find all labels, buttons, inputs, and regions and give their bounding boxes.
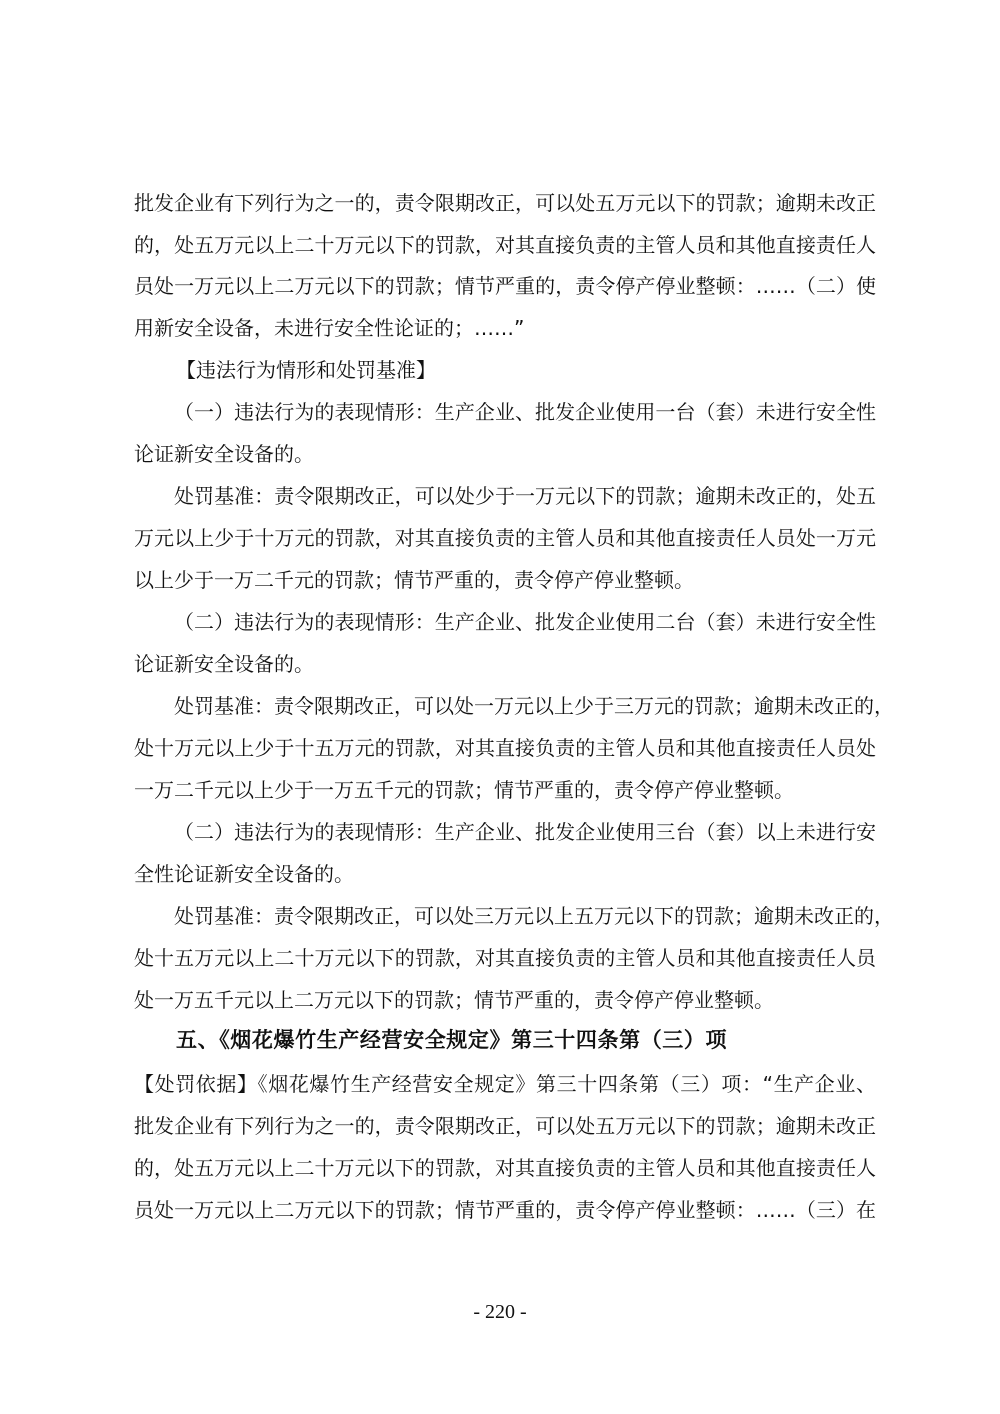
body-line: 批发企业有下列行为之一的，责令限期改正，可以处五万元以下的罚款；逾期未改正 bbox=[134, 191, 876, 215]
body-line: 员处一万元以上二万元以下的罚款；情节严重的，责令停产停业整顿：……（二）使 bbox=[134, 274, 876, 298]
body-line: 论证新安全设备的。 bbox=[134, 652, 314, 676]
section-heading: 五、《烟花爆竹生产经营安全规定》第三十四条第（三）项 bbox=[176, 1027, 728, 1052]
body-line: 的，处五万元以上二十万元以下的罚款，对其直接负责的主管人员和其他直接责任人 bbox=[134, 233, 876, 257]
body-line: 处罚基准：责令限期改正，可以处三万元以上五万元以下的罚款；逾期未改正的， bbox=[174, 904, 894, 928]
body-line: 处罚基准：责令限期改正，可以处少于一万元以下的罚款；逾期未改正的，处五 bbox=[174, 484, 876, 508]
body-line: 以上少于一万二千元的罚款；情节严重的，责令停产停业整顿。 bbox=[134, 568, 694, 592]
body-line: （一）违法行为的表现情形：生产企业、批发企业使用一台（套）未进行安全性 bbox=[174, 400, 876, 424]
body-line: 全性论证新安全设备的。 bbox=[134, 862, 354, 886]
body-line: 处罚基准：责令限期改正，可以处一万元以上少于三万元的罚款；逾期未改正的， bbox=[174, 694, 894, 718]
body-line: （二）违法行为的表现情形：生产企业、批发企业使用二台（套）未进行安全性 bbox=[174, 610, 876, 634]
body-line: 批发企业有下列行为之一的，责令限期改正，可以处五万元以下的罚款；逾期未改正 bbox=[134, 1114, 876, 1138]
body-line: 用新安全设备，未进行安全性论证的；……” bbox=[134, 316, 525, 340]
body-line: 处一万五千元以上二万元以下的罚款；情节严重的，责令停产停业整顿。 bbox=[134, 988, 774, 1012]
body-line: 处十五万元以上二十万元以下的罚款，对其直接负责的主管人员和其他直接责任人员 bbox=[134, 946, 876, 970]
section-label: 【违法行为情形和处罚基准】 bbox=[176, 358, 436, 382]
body-line: 的，处五万元以上二十万元以下的罚款，对其直接负责的主管人员和其他直接责任人 bbox=[134, 1156, 876, 1180]
body-line: 处十万元以上少于十五万元的罚款，对其直接负责的主管人员和其他直接责任人员处 bbox=[134, 736, 876, 760]
body-line: （二）违法行为的表现情形：生产企业、批发企业使用三台（套）以上未进行安 bbox=[174, 820, 876, 844]
body-line: 员处一万元以上二万元以下的罚款；情节严重的，责令停产停业整顿：……（三）在 bbox=[134, 1198, 876, 1222]
body-line: 万元以上少于十万元的罚款，对其直接负责的主管人员和其他直接责任人员处一万元 bbox=[134, 526, 876, 550]
body-line: 【处罚依据】《烟花爆竹生产经营安全规定》第三十四条第（三）项：“生产企业、 bbox=[134, 1072, 876, 1096]
page-number: - 220 - bbox=[473, 1301, 527, 1323]
body-line: 一万二千元以上少于一万五千元的罚款；情节严重的，责令停产停业整顿。 bbox=[134, 778, 794, 802]
body-line: 论证新安全设备的。 bbox=[134, 442, 314, 466]
